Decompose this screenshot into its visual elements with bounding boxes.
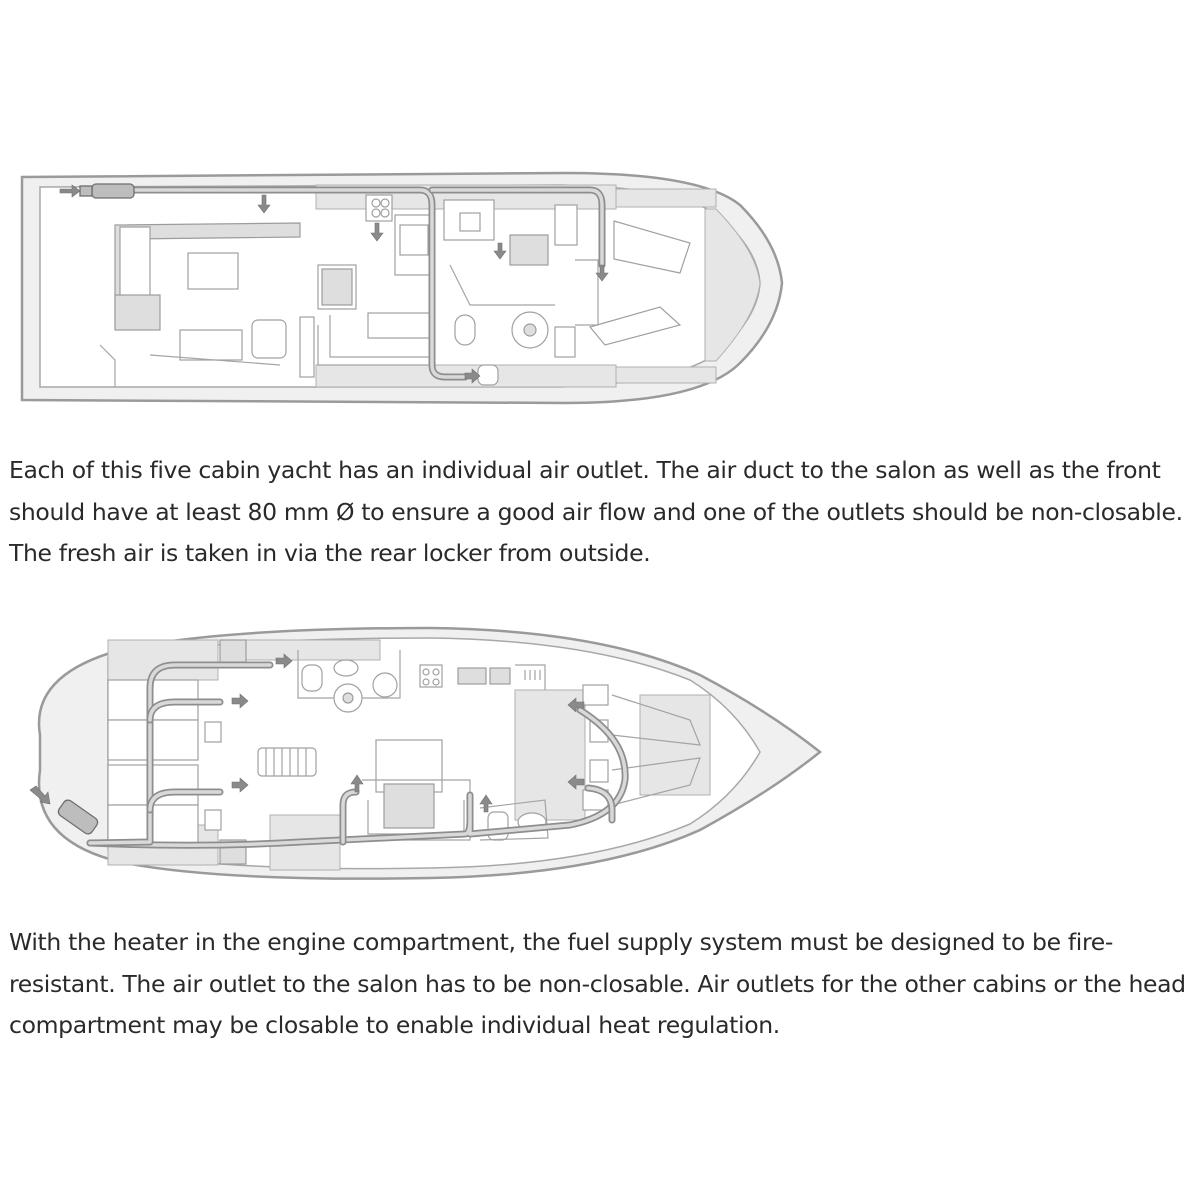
- heater-unit-icon: [80, 184, 134, 198]
- sail-yacht-caption: With the heater in the engine compartment, the fuel supply system must be designed to be fire-resistant. The air outlet to the salon has to be non-closable. Air outlets for the other cabins or the head compartment may be closable to enable individual heat regulation.: [9, 928, 1186, 1039]
- motor-yacht-caption: Each of this five cabin yacht has an individual air outlet. The air duct to the salon as well as the front should have at least 80 mm Ø to ensure a good air flow and one of the outlets should be non-closable. The fresh air is taken in via the rear locker from outside.: [9, 456, 1183, 567]
- sail-yacht-heating-plan: [0, 620, 1200, 890]
- motor-yacht-heating-plan: [0, 165, 1200, 430]
